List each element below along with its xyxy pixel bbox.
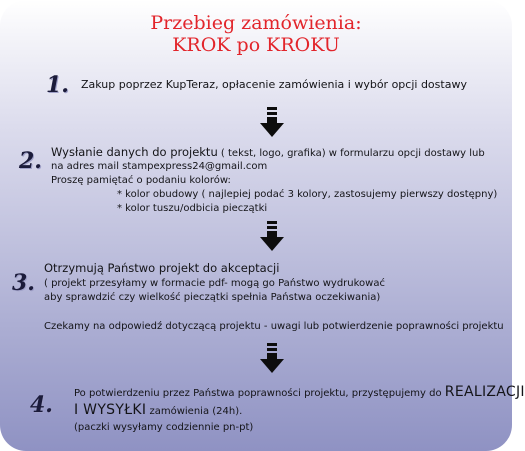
step-2-line-colors: Proszę pamiętać o podaniu kolorów:: [51, 175, 231, 186]
step-3-line-3: Czekamy na odpowiedź dotyczącą projektu - uwagi lub potwierdzenie poprawności projektu: [44, 321, 504, 332]
step-1-number: 1.: [46, 72, 69, 98]
step-4-wysylki: I WYSYŁKI: [74, 402, 147, 418]
step-4-line-2: [74, 404, 242, 418]
step-4-line-3: (paczki wysyłamy codziennie pn-pt): [74, 422, 254, 433]
title-line-2: KROK po KROKU: [172, 34, 340, 56]
step-2-line-ink: * kolor tuszu/odbicia pieczątki: [117, 203, 268, 214]
step-2-heading-line: [51, 145, 485, 160]
step-3-number: 3.: [12, 270, 35, 296]
step-3-line-2: aby sprawdzić czy wielkość pieczątki spełnia Państwa oczekiwania): [44, 292, 381, 303]
step-2-line-housing: * kolor obudowy ( najlepiej podać 3 kolory, zastosujemy pierwszy dostępny): [117, 189, 498, 200]
step-2-line-email: na adres mail stampexpress24@gmail.com: [51, 161, 268, 172]
step-2-number: 2.: [19, 148, 42, 174]
step-4-line-1-text: Po potwierdzeniu przez Państwa poprawności projektu, przystępujemy do: [74, 388, 445, 399]
title-line-1: Przebieg zamówienia:: [150, 12, 362, 34]
step-4-number: 4.: [30, 392, 53, 418]
step-4-line-1: [74, 386, 525, 400]
down-arrow-icon: [260, 107, 284, 137]
down-arrow-icon: [260, 343, 284, 373]
step-3-line-1: ( projekt przesyłamy w formacie pdf- mogą go Państwo wydrukować: [44, 278, 385, 289]
step-4-realizacji: REALIZACJI: [444, 384, 525, 400]
step-1-text: Zakup poprzez KupTeraz, opłacenie zamówienia i wybór opcji dostawy: [81, 78, 467, 91]
step-3-heading: Otrzymują Państwo projekt do akceptacji: [44, 261, 280, 275]
step-2-heading: Wysłanie danych do projektu: [51, 145, 218, 159]
step-2-heading-rest: ( tekst, logo, grafika) w formularzu opcji dostawy lub: [217, 148, 485, 159]
step-4-line-2-text: zamówienia (24h).: [146, 406, 243, 417]
down-arrow-icon: [260, 221, 284, 251]
